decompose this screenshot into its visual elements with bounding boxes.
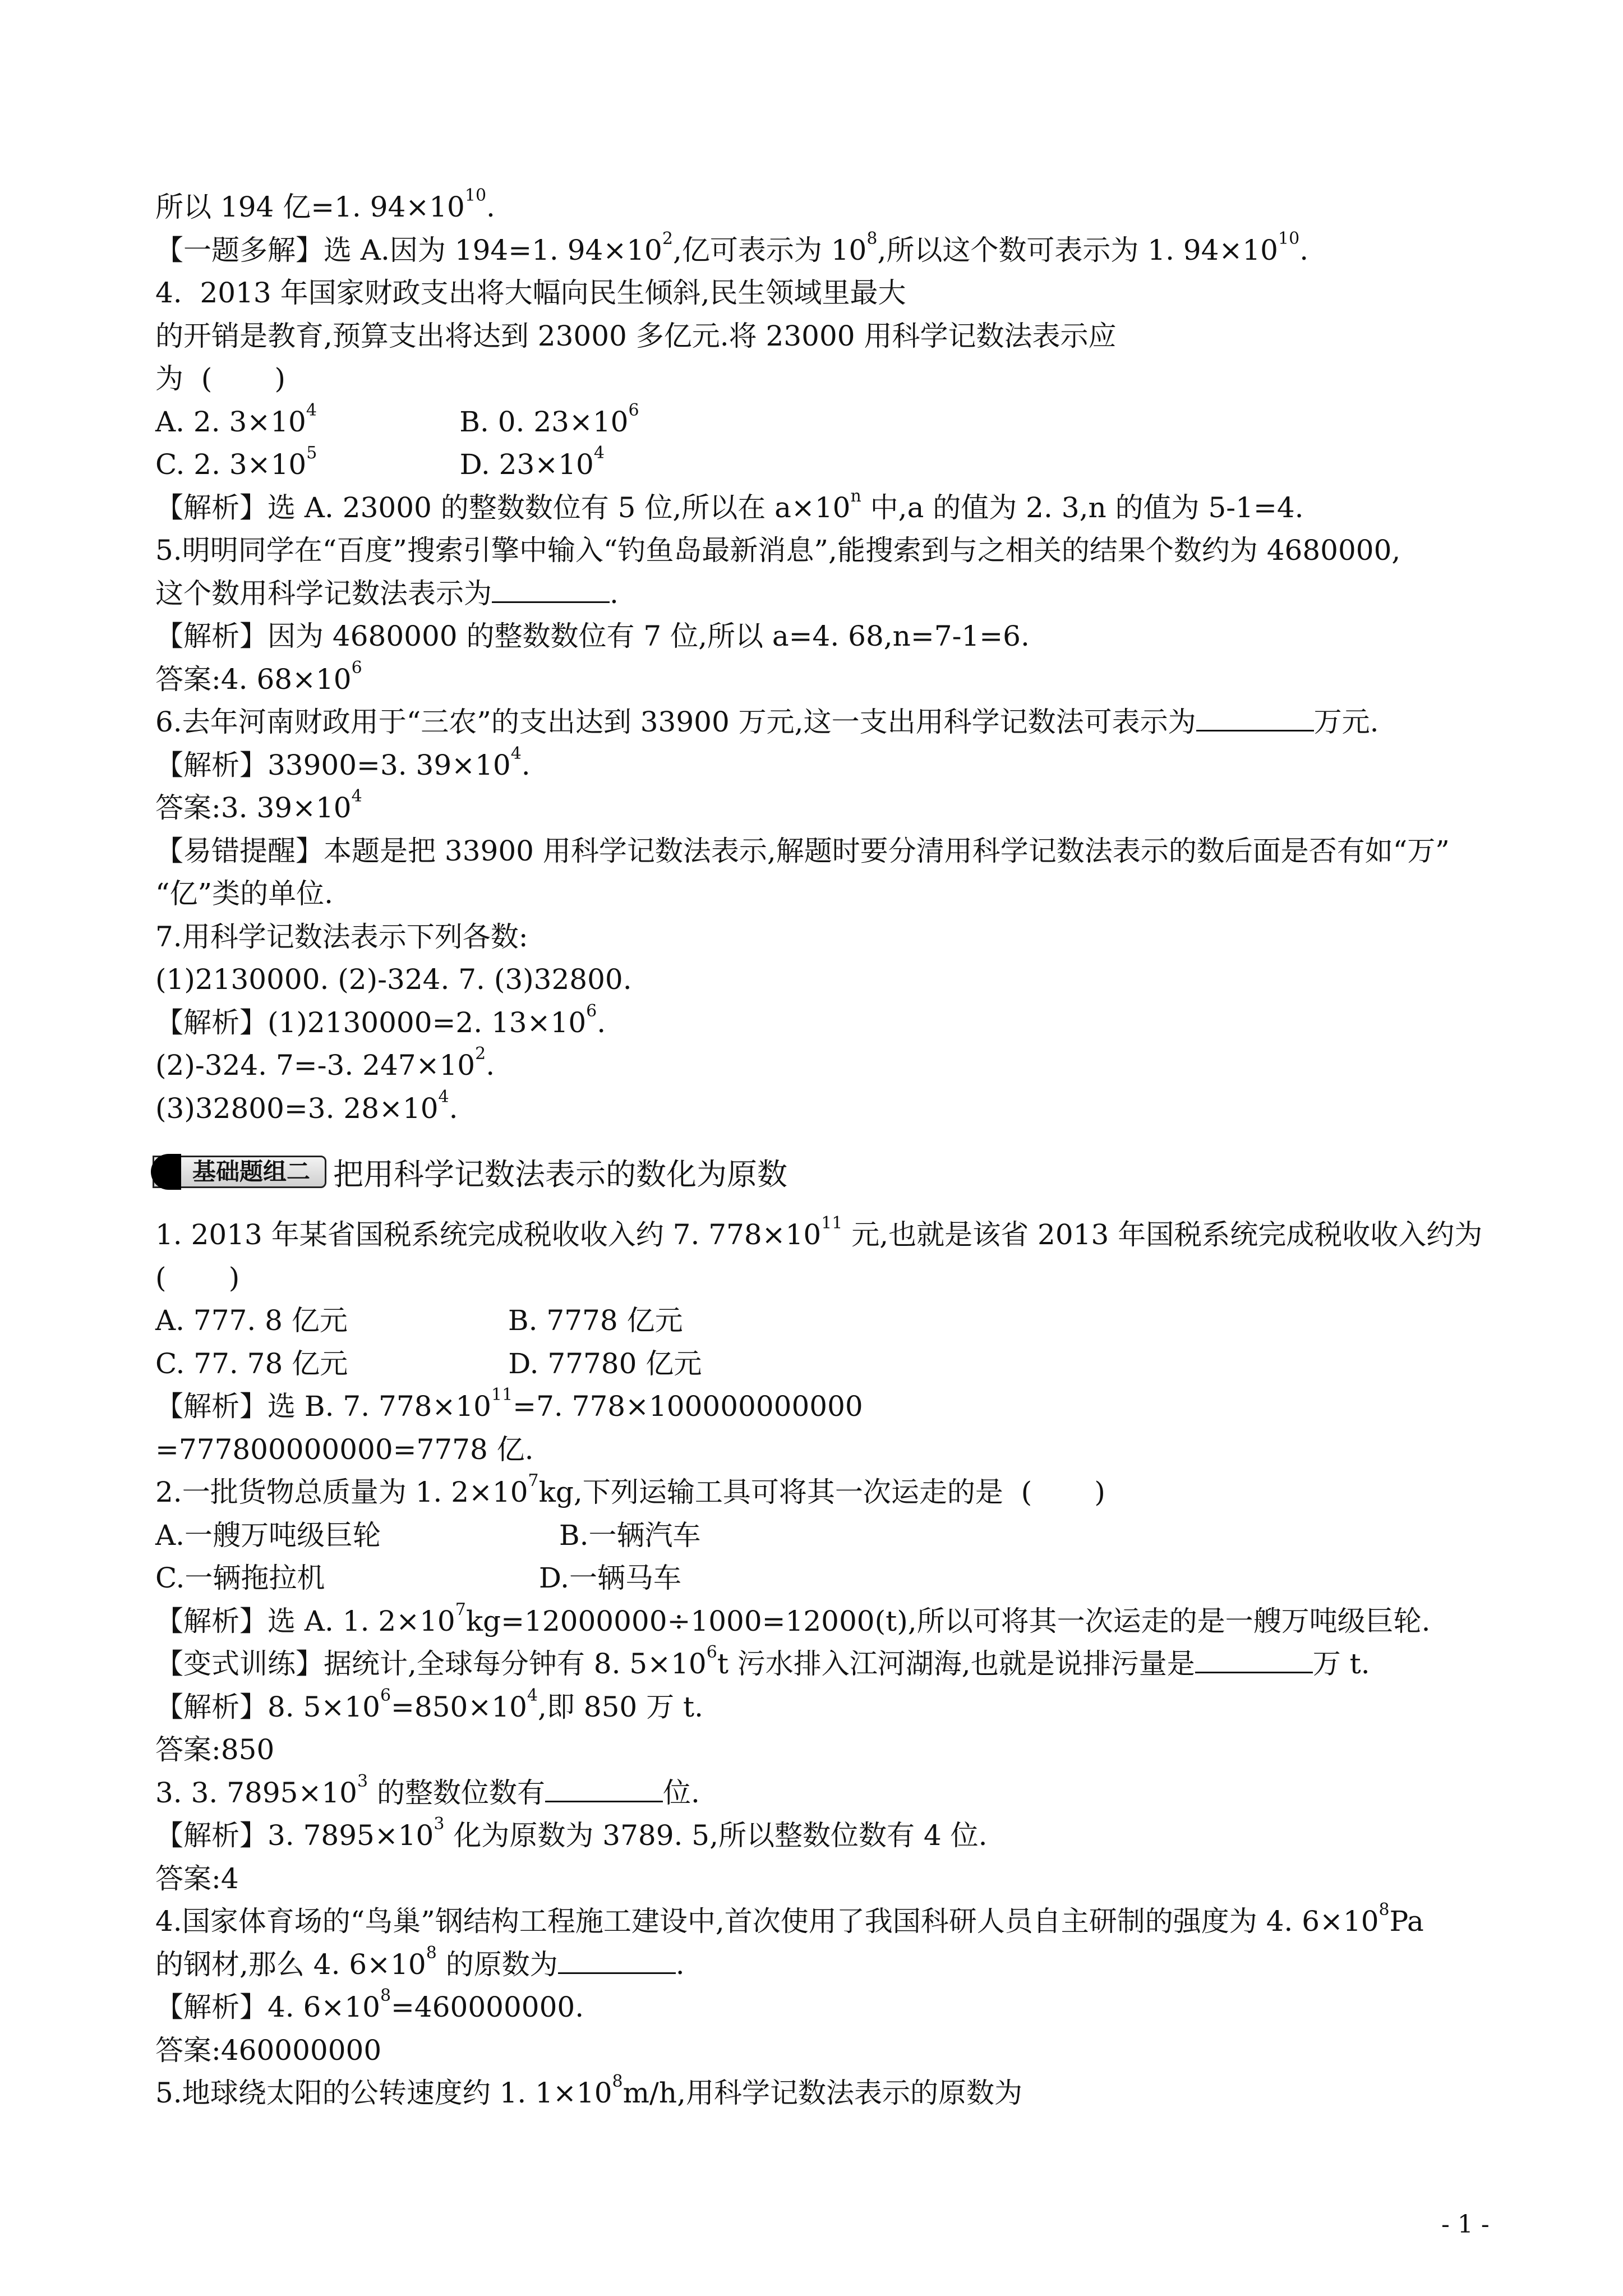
text-segment: ( ): [155, 1261, 240, 1294]
text-segment: A. 2. 3×10: [155, 405, 306, 438]
text-line: [155, 1432, 534, 1467]
text-segment: 元,也就是该省 2013 年国税系统完成税收收入约为: [842, 1218, 1483, 1251]
text-segment: 的整数位数有: [368, 1776, 545, 1809]
text-segment: 【解析】3. 7895×10: [155, 1819, 434, 1852]
text-line: [155, 919, 528, 954]
text-segment: 位.: [662, 1776, 700, 1809]
exponent: 11: [491, 1385, 513, 1405]
text-segment: 【易错提醒】本题是把 33900 用科学记数法表示,解题时要分清用科学记数法表示的数后面是否有如“万”: [155, 834, 1450, 867]
text-segment: 所以 194 亿=1. 94×10: [155, 191, 465, 223]
text-segment: .: [1299, 233, 1309, 266]
text-line: [155, 743, 531, 783]
text-line: [155, 486, 1304, 525]
text-line: [155, 1260, 239, 1295]
text-segment: .: [449, 1092, 458, 1125]
text-segment: 【解析】选 A. 23000 的整数数位有 5 位,所以在 a×10: [155, 491, 851, 524]
text-segment: 5.地球绕太阳的公转速度约 1. 1×10: [155, 2077, 612, 2109]
text-line: [155, 228, 1309, 268]
text-line: [155, 576, 619, 611]
text-segment: (2)-324. 7=-3. 247×10: [155, 1049, 476, 1082]
text-segment: C.一辆拖拉机 D.一辆马车: [155, 1562, 682, 1594]
text-segment: 化为原数为 3789. 5,所以整数位数有 4 位.: [444, 1819, 988, 1852]
text-segment: 这个数用科学记数法表示为: [155, 577, 492, 610]
text-line: [155, 1303, 683, 1338]
text-segment: 1. 2013 年某省国税系统完成税收收入约 7. 778×10: [155, 1218, 822, 1251]
text-segment: 的开销是教育,预算支出将达到 23000 多亿元.将 23000 用科学记数法表示应: [155, 319, 1117, 352]
text-line: [155, 275, 906, 310]
text-segment: 的钢材,那么 4. 6×10: [155, 1948, 426, 1981]
exponent: n: [850, 486, 861, 506]
text-segment: 答案:4. 68×10: [155, 662, 352, 696]
exponent: 3: [357, 1771, 368, 1791]
exponent: 4: [438, 1087, 449, 1107]
text-segment: A.一艘万吨级巨轮 B.一辆汽车: [155, 1519, 701, 1552]
text-segment: 答案:4: [155, 1862, 239, 1895]
text-segment: t 污水排入江河湖海,也就是说排污量是: [717, 1648, 1195, 1680]
text-line: [155, 705, 1378, 739]
section-badge: [153, 1156, 326, 1188]
text-segment: Pa: [1389, 1905, 1424, 1938]
text-segment: .: [486, 1049, 495, 1082]
text-segment: 答案:850: [155, 1733, 275, 1766]
exponent: 6: [628, 400, 639, 420]
text-line: [155, 1771, 700, 1810]
text-line: [155, 1518, 701, 1553]
text-segment: 【解析】4. 6×10: [155, 1991, 380, 2023]
text-line: [155, 619, 1030, 654]
text-line: [155, 657, 362, 697]
text-line: [155, 876, 333, 911]
answer-blank: [492, 577, 610, 603]
exponent: 2: [662, 228, 673, 249]
text-segment: 3. 3. 7895×10: [155, 1776, 357, 1809]
exponent: 6: [706, 1642, 717, 1662]
text-line: [155, 443, 605, 482]
text-segment: .: [597, 1006, 606, 1039]
text-segment: =7. 778×100000000000: [513, 1390, 863, 1423]
exponent: 4: [306, 400, 317, 420]
text-segment: 为 ( ): [155, 362, 286, 395]
section-banner: [153, 1153, 787, 1191]
text-segment: C. 77. 78 亿元 D. 77780 亿元: [155, 1347, 702, 1380]
text-line: [155, 1685, 703, 1724]
exponent: 7: [528, 1471, 539, 1490]
text-line: [155, 1001, 606, 1040]
text-segment: (1)2130000. (2)-324. 7. (3)32800.: [155, 963, 632, 996]
exponent: 8: [612, 2072, 623, 2091]
text-segment: 答案:3. 39×10: [155, 792, 352, 824]
text-line: [155, 319, 1116, 353]
text-line: [155, 400, 639, 439]
text-segment: 【解析】33900=3. 39×10: [155, 748, 511, 781]
answer-blank: [1196, 705, 1314, 731]
text-segment: 【变式训练】据统计,全球每分钟有 8. 5×10: [155, 1648, 707, 1680]
text-line: [155, 1900, 1424, 1939]
text-segment: kg,下列运输工具可将其一次运走的是 ( ): [538, 1476, 1105, 1508]
exponent: 2: [475, 1044, 486, 1064]
text-line: [155, 1943, 685, 1982]
text-segment: “亿”类的单位.: [155, 877, 334, 910]
text-segment: 4. 2013 年国家财政支出将大幅向民生倾斜,民生领域里最大: [155, 277, 906, 309]
answer-blank: [1195, 1647, 1313, 1673]
text-segment: 4.国家体育场的“鸟巢”钢结构工程施工建设中,首次使用了我国科研人员自主研制的强度为 4. 6×10: [155, 1905, 1379, 1938]
exponent: 6: [380, 1685, 391, 1705]
badge-tab-shape: [151, 1154, 181, 1190]
text-line: [155, 1861, 239, 1896]
text-line: [155, 1814, 988, 1853]
text-line: [155, 1213, 1483, 1252]
text-segment: 【解析】选 B. 7. 778×10: [155, 1390, 491, 1423]
text-segment: 【解析】8. 5×10: [155, 1690, 380, 1723]
exponent: 4: [510, 743, 522, 763]
exponent: 6: [586, 1001, 597, 1021]
text-line: [155, 1732, 274, 1767]
text-segment: ,即 850 万 t.: [537, 1690, 703, 1723]
text-segment: 【解析】选 A. 1. 2×10: [155, 1604, 455, 1637]
text-segment: (3)32800=3. 28×10: [155, 1092, 439, 1125]
answer-blank: [545, 1776, 663, 1802]
exponent: 8: [866, 228, 878, 249]
exponent: 11: [821, 1213, 843, 1233]
exponent: 8: [1378, 1900, 1390, 1920]
page-number: - 1 -: [1441, 2210, 1490, 2239]
exponent: 8: [380, 1986, 391, 2005]
text-line: [155, 1599, 1431, 1639]
exponent: 4: [351, 786, 362, 806]
text-segment: 答案:460000000: [155, 2033, 382, 2067]
exponent: 4: [593, 443, 605, 463]
text-segment: A. 777. 8 亿元 B. 7778 亿元: [155, 1304, 683, 1337]
text-line: [155, 186, 495, 224]
text-segment: =850×10: [391, 1690, 527, 1723]
text-line: [155, 1471, 1105, 1510]
text-segment: 7.用科学记数法表示下列各数:: [155, 920, 528, 953]
text-segment: 的原数为: [436, 1948, 558, 1981]
text-segment: D. 23×10: [317, 448, 594, 481]
text-line: [155, 1561, 681, 1595]
text-segment: 【一题多解】选 A.因为 194=1. 94×10: [155, 233, 662, 266]
text-line: [155, 1346, 702, 1381]
text-segment: 【解析】因为 4680000 的整数数位有 7 位,所以 a=4. 68,n=7-1=6.: [155, 620, 1030, 652]
text-line: [155, 786, 362, 825]
exponent: 6: [351, 657, 362, 678]
exponent: 3: [434, 1814, 445, 1834]
text-line: [155, 2072, 1022, 2110]
text-line: [155, 361, 285, 396]
section-badge-label: 基础题组二: [192, 1158, 311, 1185]
text-segment: .: [486, 191, 495, 223]
text-segment: 2.一批货物总质量为 1. 2×10: [155, 1476, 528, 1508]
text-line: [155, 1385, 863, 1424]
section-title: 把用科学记数法表示的数化为原数: [333, 1156, 788, 1192]
text-segment: 万 t.: [1312, 1648, 1370, 1680]
text-line: [155, 1044, 495, 1083]
exponent: 4: [527, 1685, 538, 1705]
text-segment: =460000000.: [391, 1991, 584, 2023]
text-line: [155, 1642, 1370, 1681]
exponent: 7: [455, 1599, 466, 1619]
exponent: 8: [426, 1943, 437, 1963]
text-line: [155, 533, 1400, 568]
text-segment: =777800000000=7778 亿.: [155, 1433, 534, 1466]
text-segment: ,亿可表示为 10: [672, 233, 867, 266]
text-segment: 【解析】(1)2130000=2. 13×10: [155, 1006, 587, 1039]
text-line: [155, 2033, 381, 2068]
text-segment: .: [521, 748, 531, 781]
text-segment: .: [610, 577, 619, 610]
text-segment: 6.去年河南财政用于“三农”的支出达到 33900 万元,这一支出用科学记数法可表示为: [155, 706, 1196, 738]
text-segment: ,所以这个数可表示为 1. 94×10: [877, 233, 1278, 266]
exponent: 10: [464, 186, 487, 205]
text-line: [155, 834, 1450, 868]
text-line: [155, 962, 632, 997]
text-line: [155, 1087, 458, 1126]
text-segment: .: [675, 1948, 685, 1981]
exponent: 5: [306, 443, 317, 463]
text-segment: 中,a 的值为 2. 3,n 的值为 5-1=4.: [861, 491, 1304, 524]
exponent: 10: [1278, 228, 1300, 249]
text-segment: 5.明明同学在“百度”搜索引擎中输入“钓鱼岛最新消息”,能搜索到与之相关的结果个数约为 4680000,: [155, 534, 1401, 567]
text-segment: 万元.: [1313, 706, 1379, 738]
text-segment: kg=12000000÷1000=12000(t),所以可将其一次运走的是一艘万吨级巨轮.: [465, 1604, 1431, 1637]
text-segment: m/h,用科学记数法表示的原数为: [623, 2077, 1022, 2109]
answer-blank: [558, 1948, 676, 1974]
text-line: [155, 1986, 584, 2024]
text-segment: C. 2. 3×10: [155, 448, 307, 481]
text-segment: B. 0. 23×10: [316, 405, 629, 438]
